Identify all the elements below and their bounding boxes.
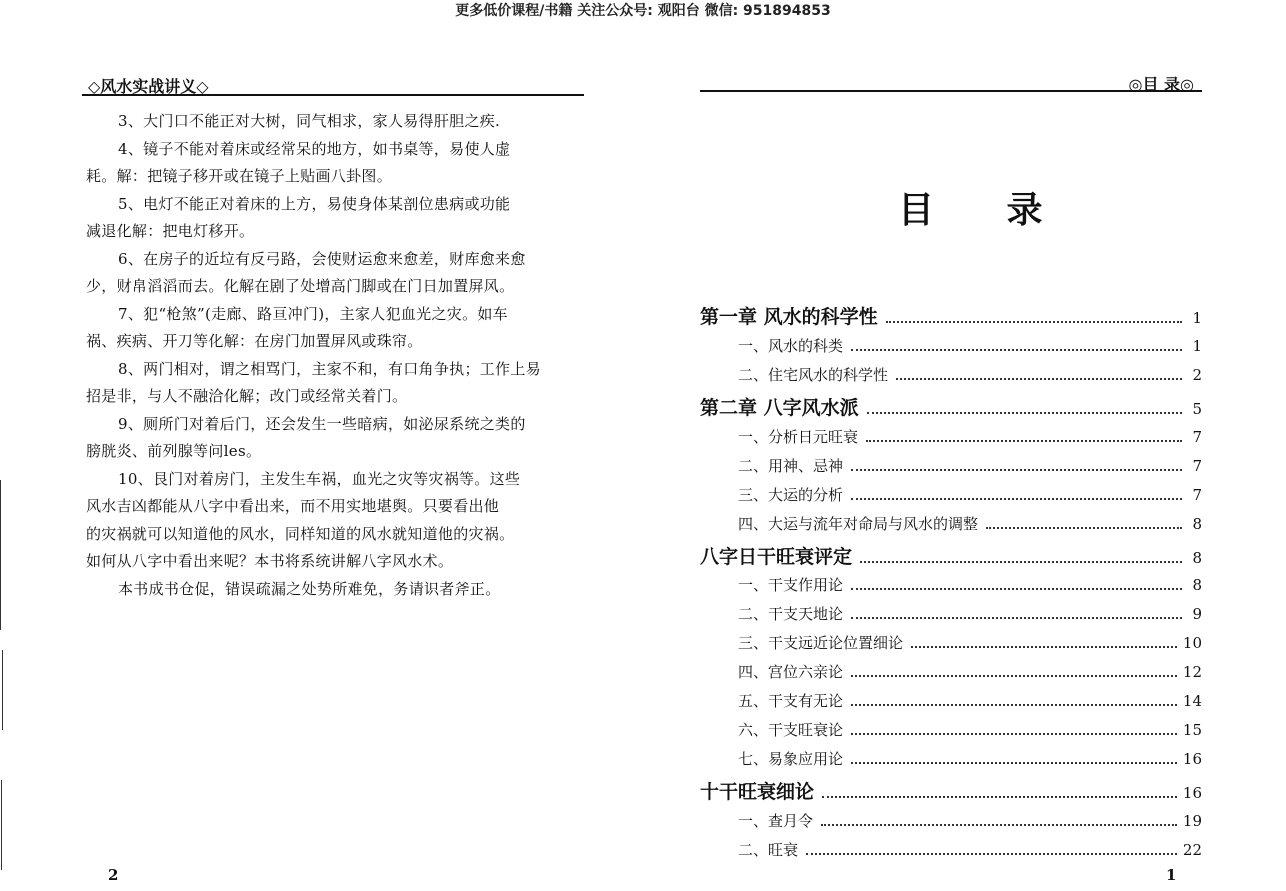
toc-section-entry xyxy=(700,748,1202,769)
toc-section-entry xyxy=(700,574,1202,595)
toc-entry-label: 二、用神、忌神 xyxy=(738,457,844,475)
body-line: 本书成书仓促，错误疏漏之处势所难免，务请识者斧正。 xyxy=(118,579,501,598)
toc-entry-label: 五、干支有无论 xyxy=(738,692,844,710)
body-line: 9、厕所门对着后门，还会发生一些暗病，如泌尿系统之类的 xyxy=(118,414,526,433)
toc-page-number: 16 xyxy=(1182,784,1202,802)
left-header-title: ◇风水实战讲义◇ xyxy=(88,77,209,96)
left-body-text xyxy=(86,108,582,603)
toc-entry-label: 十干旺衰细论 xyxy=(700,781,815,803)
body-line: 少，财帛滔滔而去。化解在剧了处增高门脚或在门日加置屏风。 xyxy=(86,277,515,295)
toc-entry-label: 七、易象应用论 xyxy=(738,750,844,768)
toc-page-number: 7 xyxy=(1192,457,1202,475)
toc-entry-label: 一、分析日元旺衰 xyxy=(738,428,859,446)
toc-chapter-entry xyxy=(700,542,1202,569)
toc-chapter-entry xyxy=(700,777,1202,804)
body-line: 膀胱炎、前列腺等问les。 xyxy=(86,442,262,460)
toc-page-number: 8 xyxy=(1192,576,1202,594)
toc-leader-dots xyxy=(866,440,1182,442)
toc-leader-dots xyxy=(851,498,1182,500)
toc-chapter-entry xyxy=(700,393,1202,420)
right-running-header xyxy=(700,72,1202,92)
toc-section-entry xyxy=(700,661,1202,682)
toc-page-number: 7 xyxy=(1192,486,1202,504)
toc-entry-label: 第一章 风水的科学性 xyxy=(700,306,878,328)
toc-entry-label: 一、查月令 xyxy=(738,812,814,830)
toc-leader-dots xyxy=(851,469,1182,471)
body-line: 的灾祸就可以知道他的风水，同样知道的风水就知道他的灾祸。 xyxy=(86,524,515,543)
toc-section-entry xyxy=(700,335,1202,356)
toc-leader-dots xyxy=(886,321,1182,323)
toc-entry-label: 六、干支旺衰论 xyxy=(738,721,844,739)
toc-entry-label: 二、旺衰 xyxy=(738,841,799,859)
toc-page-number: 16 xyxy=(1182,750,1202,768)
toc-page-number: 1 xyxy=(1192,337,1202,355)
left-running-header xyxy=(82,72,584,96)
toc-entry-label: 八字日干旺衰评定 xyxy=(700,546,853,568)
toc-page-number: 10 xyxy=(1182,634,1202,652)
left-page-number: 2 xyxy=(108,866,119,884)
toc-leader-dots xyxy=(986,527,1182,529)
body-line: 7、犯“枪煞”(走廊、路亘冲门)，主家人犯血光之灾。如车 xyxy=(118,304,508,323)
toc-chapter-entry xyxy=(700,302,1202,329)
toc-leader-dots xyxy=(806,853,1177,855)
body-line: 减退化解：把电灯移开。 xyxy=(86,222,255,240)
toc-section-entry xyxy=(700,603,1202,624)
toc-title: 目 录 xyxy=(898,190,1073,231)
toc-section-entry xyxy=(700,719,1202,740)
toc-leader-dots xyxy=(896,378,1182,380)
scan-edge-mark xyxy=(1,780,2,870)
toc-leader-dots xyxy=(867,412,1182,414)
toc-page-number: 19 xyxy=(1182,812,1202,830)
body-line: 招是非，与人不融洽化解；改门或经常关着门。 xyxy=(86,387,408,405)
toc-section-entry xyxy=(700,839,1202,860)
scan-edge-mark xyxy=(0,480,1,630)
toc-page-number: 7 xyxy=(1192,428,1202,446)
toc-page-number: 8 xyxy=(1192,515,1202,533)
right-page-number: 1 xyxy=(1166,866,1177,884)
toc-leader-dots xyxy=(911,646,1177,648)
toc-page-number: 9 xyxy=(1192,605,1202,623)
toc-section-entry xyxy=(700,690,1202,711)
toc-leader-dots xyxy=(821,824,1177,826)
toc-entry-label: 三、大运的分析 xyxy=(738,486,844,504)
right-header-title: ◎目 录◎ xyxy=(1128,75,1194,94)
toc-leader-dots xyxy=(851,588,1182,590)
toc-section-entry xyxy=(700,513,1202,534)
toc-section-entry xyxy=(700,364,1202,385)
toc-section-entry xyxy=(700,484,1202,505)
toc-leader-dots xyxy=(851,349,1182,351)
body-line: 如何从八字中看出来呢？本书将系统讲解八字风水术。 xyxy=(86,552,454,570)
toc-page-number: 5 xyxy=(1192,400,1202,418)
toc-page-number: 12 xyxy=(1182,663,1202,681)
body-line: 祸、疾病、开刀等化解：在房门加置屏风或珠帘。 xyxy=(86,332,423,350)
toc-entry-label: 二、干支天地论 xyxy=(738,605,844,623)
toc-entry-label: 四、宫位六亲论 xyxy=(738,663,844,681)
body-line: 耗。解：把镜子移开或在镜子上贴画八卦图。 xyxy=(86,167,393,185)
toc-section-entry xyxy=(700,810,1202,831)
left-page xyxy=(0,0,640,891)
toc-entry-label: 第二章 八字风水派 xyxy=(700,397,859,419)
toc-entry-label: 一、干支作用论 xyxy=(738,576,844,594)
toc-page-number: 2 xyxy=(1192,366,1202,384)
body-line: 5、电灯不能正对着床的上方，易使身体某剖位患病或功能 xyxy=(118,194,511,213)
toc-leader-dots xyxy=(851,617,1182,619)
toc-section-entry xyxy=(700,455,1202,476)
toc-entry-label: 二、住宅风水的科学性 xyxy=(738,366,889,384)
toc-section-entry xyxy=(700,632,1202,653)
toc-leader-dots xyxy=(851,733,1177,735)
body-line: 3、大门口不能正对大树，同气相求，家人易得肝胆之疾. xyxy=(118,112,501,130)
body-line: 8、两门相对，谓之相骂门，主家不和，有口角争执；工作上易 xyxy=(118,359,541,378)
toc-page-number: 1 xyxy=(1192,309,1202,327)
toc-leader-dots xyxy=(851,675,1177,677)
right-page xyxy=(640,0,1286,891)
body-line: 风水吉凶都能从八字中看出来，而不用实地堪舆。只要看出他 xyxy=(86,497,500,515)
body-line: 6、在房子的近垃有反弓路，会使财运愈来愈差，财库愈来愈 xyxy=(118,249,526,268)
toc-entry-label: 一、风水的科类 xyxy=(738,337,844,355)
toc-leader-dots xyxy=(851,762,1177,764)
toc-entry-label: 三、干支远近论位置细论 xyxy=(738,634,904,652)
toc-page-number: 22 xyxy=(1182,841,1202,859)
toc-leader-dots xyxy=(851,704,1177,706)
toc-page-number: 8 xyxy=(1192,549,1202,567)
top-banner: 更多低价课程/书籍 关注公众号: 观阳台 微信: 951894853 xyxy=(455,3,831,19)
toc-page-number: 14 xyxy=(1182,692,1202,710)
body-line: 10、艮门对着房门，主发生车祸，血光之灾等灾祸等。这些 xyxy=(118,469,521,488)
body-line: 4、镜子不能对着床或经常呆的地方，如书桌等，易使人虚 xyxy=(118,139,511,158)
scan-edge-mark xyxy=(2,650,3,730)
toc-leader-dots xyxy=(822,796,1177,798)
toc-entry-label: 四、大运与流年对命局与风水的调整 xyxy=(738,515,979,533)
toc-page-number: 15 xyxy=(1182,721,1202,739)
toc-leader-dots xyxy=(860,561,1182,563)
toc-section-entry xyxy=(700,426,1202,447)
